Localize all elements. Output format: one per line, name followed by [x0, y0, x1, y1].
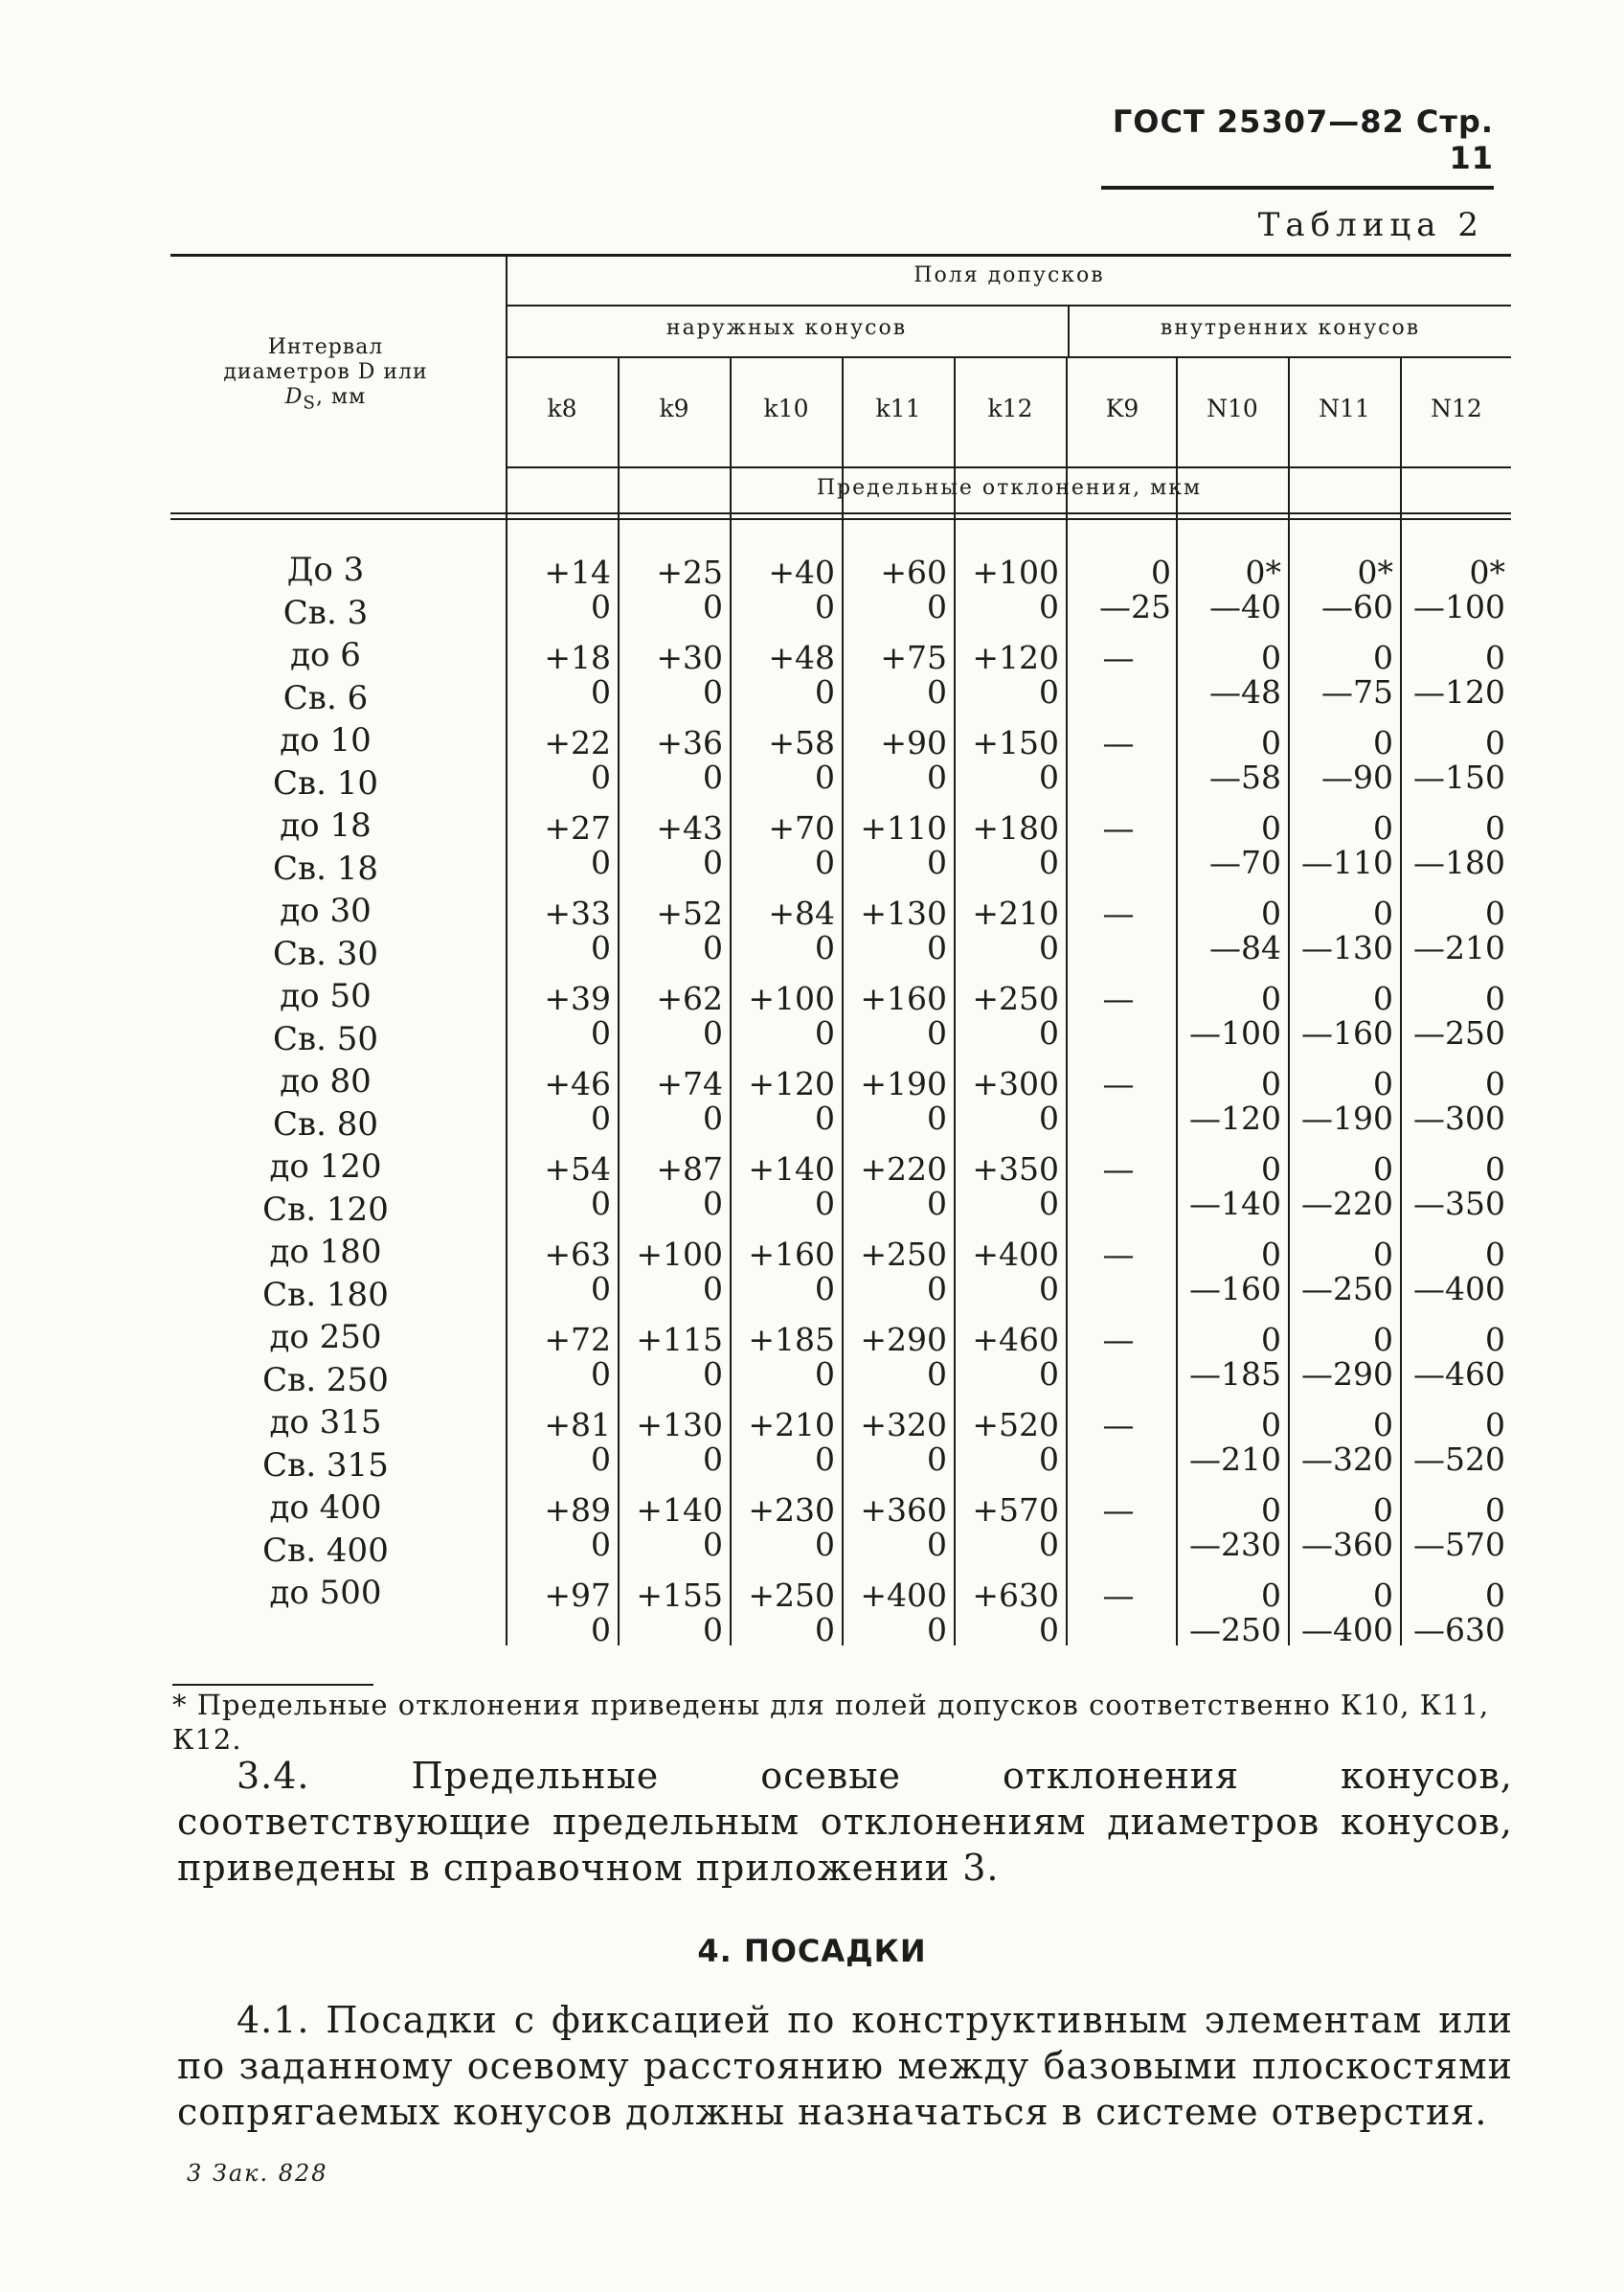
- table-cell: +290 0: [860, 1321, 947, 1393]
- table-cell: 0 —300: [1413, 1065, 1505, 1137]
- row-label: до 250: [269, 1318, 382, 1356]
- row-label: Св. 30: [272, 934, 379, 973]
- table-cell: +120 0: [972, 639, 1059, 711]
- table-cell: 0 —350: [1413, 1150, 1505, 1222]
- column-header: k11: [875, 395, 921, 422]
- row-label: Св. 120: [262, 1190, 389, 1229]
- table-cell: +100 0: [972, 554, 1059, 625]
- row-label: Св. 10: [272, 763, 379, 803]
- table-cell: —: [1102, 1236, 1135, 1273]
- row-label: Св. 315: [262, 1445, 389, 1485]
- table-cell: 0 —190: [1301, 1065, 1393, 1137]
- table-cell: 0 —120: [1189, 1065, 1281, 1137]
- table-cell: +130 0: [860, 895, 947, 966]
- table-cell: +185 0: [748, 1321, 835, 1393]
- row-label: Св. 50: [272, 1019, 379, 1058]
- row-label: до 50: [280, 977, 372, 1015]
- table-cell: —: [1102, 1150, 1135, 1188]
- table-cell: 0 —250: [1301, 1236, 1393, 1307]
- table-cell: 0 —250: [1189, 1577, 1281, 1648]
- table-cell: +46 0: [544, 1065, 611, 1137]
- table-cell: +250 0: [860, 1236, 947, 1307]
- row-label: до 400: [269, 1488, 382, 1527]
- table-cell: +54 0: [544, 1150, 611, 1222]
- header-inner-cones: внутренних конусов: [1160, 316, 1421, 340]
- row-label: Св. 400: [262, 1531, 389, 1570]
- column-header: N11: [1319, 395, 1370, 422]
- table-cell: +58 0: [768, 724, 835, 796]
- table-cell: +360 0: [860, 1491, 947, 1563]
- table-cell: 0 —630: [1413, 1577, 1505, 1648]
- header-bottom-rule-2: [170, 518, 1511, 520]
- table-cell: 0 —185: [1189, 1321, 1281, 1393]
- footnote: * Предельные отклонения приведены для полей допусков соответственно К10, К11, К12.: [172, 1689, 1490, 1756]
- table-cell: 0* —40: [1209, 554, 1281, 625]
- table-cell: +48 0: [768, 639, 835, 711]
- table-cell: +75 0: [880, 639, 947, 711]
- table-cell: +210 0: [972, 895, 1059, 966]
- table-cell: +120 0: [748, 1065, 835, 1137]
- row-label: до 10: [280, 721, 372, 760]
- table-cell: +300 0: [972, 1065, 1059, 1137]
- table-cell: +33 0: [544, 895, 611, 966]
- table-cell: +100 0: [748, 980, 835, 1052]
- column-header: K9: [1105, 395, 1139, 422]
- table-cell: +25 0: [656, 554, 723, 625]
- rule-under-groups: [508, 356, 1511, 358]
- table-cell: +570 0: [972, 1491, 1059, 1563]
- table-cell: +250 0: [748, 1577, 835, 1648]
- table-cell: +43 0: [656, 809, 723, 881]
- table-cell: +89 0: [544, 1491, 611, 1563]
- table-cell: +39 0: [544, 980, 611, 1052]
- table-cell: 0 —290: [1301, 1321, 1393, 1393]
- column-header: k10: [763, 395, 809, 422]
- table-cell: 0 —160: [1189, 1236, 1281, 1307]
- table-cell: +14 0: [544, 554, 611, 625]
- column-header: N10: [1207, 395, 1258, 422]
- header-fields: Поля допусков: [914, 263, 1105, 287]
- table-cell: —: [1102, 1491, 1135, 1529]
- table-cell: +140 0: [636, 1491, 723, 1563]
- table-cell: +210 0: [748, 1406, 835, 1478]
- row-label: До 3: [286, 551, 365, 589]
- table-cell: +630 0: [972, 1577, 1059, 1648]
- rule-under-columns: [508, 466, 1511, 468]
- row-label: Св. 80: [272, 1104, 379, 1144]
- table-cell: +160 0: [860, 980, 947, 1052]
- table-cell: 0* —60: [1321, 554, 1393, 625]
- header-deviations: Предельные отклонения, мкм: [816, 476, 1203, 500]
- table-cell: +52 0: [656, 895, 723, 966]
- table-cell: +190 0: [860, 1065, 947, 1137]
- table-cell: 0 —210: [1413, 895, 1505, 966]
- header-bottom-rule-1: [170, 512, 1511, 514]
- rule-under-fields: [508, 305, 1511, 306]
- table-cell: +87 0: [656, 1150, 723, 1222]
- row-label: Св. 250: [262, 1360, 389, 1399]
- table-cell: +97 0: [544, 1577, 611, 1648]
- row-label: Св. 180: [262, 1275, 389, 1314]
- table-cell: 0 —230: [1189, 1491, 1281, 1563]
- table-cell: +180 0: [972, 809, 1059, 881]
- table-top-rule: [170, 254, 1511, 257]
- table-cell: 0* —100: [1413, 554, 1505, 625]
- table-cell: +160 0: [748, 1236, 835, 1307]
- row-label: Св. 3: [282, 593, 369, 632]
- table-cell: +40 0: [768, 554, 835, 625]
- table-cell: +62 0: [656, 980, 723, 1052]
- table-cell: 0 —150: [1413, 724, 1505, 796]
- table-cell: +320 0: [860, 1406, 947, 1478]
- table-cell: +18 0: [544, 639, 611, 711]
- table-cell: +520 0: [972, 1406, 1059, 1478]
- table-cell: +100 0: [636, 1236, 723, 1307]
- column-header: N12: [1431, 395, 1482, 422]
- table-cell: +150 0: [972, 724, 1059, 796]
- table-cell: +22 0: [544, 724, 611, 796]
- table-cell: 0 —400: [1413, 1236, 1505, 1307]
- table-cell: 0 —25: [1099, 554, 1171, 625]
- column-header: k9: [659, 395, 689, 422]
- table-cell: 0 —48: [1209, 639, 1281, 711]
- table-cell: 0 —110: [1301, 809, 1393, 881]
- page-header: ГОСТ 25307—82 Стр. 11: [1101, 103, 1494, 190]
- row-label: до 180: [269, 1233, 382, 1271]
- table-cell: +74 0: [656, 1065, 723, 1137]
- table-cell: 0 —100: [1189, 980, 1281, 1052]
- print-mark: 3 Зак. 828: [187, 2160, 328, 2187]
- table-cell: 0 —140: [1189, 1150, 1281, 1222]
- table-cell: +220 0: [860, 1150, 947, 1222]
- column-header: k12: [987, 395, 1033, 422]
- table-cell: +60 0: [880, 554, 947, 625]
- table-cell: 0 —220: [1301, 1150, 1393, 1222]
- table-cell: 0 —84: [1209, 895, 1281, 966]
- table-cell: +230 0: [748, 1491, 835, 1563]
- table-cell: +140 0: [748, 1150, 835, 1222]
- table-cell: —: [1102, 980, 1135, 1017]
- table-cell: 0 —130: [1301, 895, 1393, 966]
- table-cell: 0 —320: [1301, 1406, 1393, 1478]
- table-cell: —: [1102, 1577, 1135, 1614]
- table-cell: +72 0: [544, 1321, 611, 1393]
- table-cell: +84 0: [768, 895, 835, 966]
- footnote-divider: [172, 1684, 373, 1686]
- row-label: до 120: [269, 1147, 382, 1186]
- table-cell: 0 —400: [1301, 1577, 1393, 1648]
- row-label: до 500: [269, 1574, 382, 1612]
- section-title: 4. ПОСАДКИ: [697, 1933, 927, 1969]
- table-caption: Таблица 2: [1257, 206, 1484, 244]
- row-label: Св. 6: [282, 678, 369, 717]
- table-cell: 0 —570: [1413, 1491, 1505, 1563]
- paragraph-4-1: 4.1. Посадки с фиксацией по конструктивным элементам или по заданному осевому расстоянию между базовыми плоскостями сопрягаемых конусов должны назначаться в системе отверстия.: [177, 1999, 1513, 2133]
- table-cell: 0 —120: [1413, 639, 1505, 711]
- table-cell: +63 0: [544, 1236, 611, 1307]
- table-cell: +30 0: [656, 639, 723, 711]
- table-cell: —: [1102, 809, 1135, 847]
- table-cell: +400 0: [860, 1577, 947, 1648]
- table-cell: +130 0: [636, 1406, 723, 1478]
- table-cell: 0 —75: [1321, 639, 1393, 711]
- stub-header: Интервал диаметров D или $D_S$, мм: [223, 335, 428, 414]
- table-cell: —: [1102, 1406, 1135, 1443]
- table-cell: 0 —250: [1413, 980, 1505, 1052]
- table-cell: 0 —520: [1413, 1406, 1505, 1478]
- row-label: до 315: [269, 1403, 382, 1441]
- row-label: до 6: [290, 636, 361, 674]
- table-cell: +70 0: [768, 809, 835, 881]
- table-cell: +155 0: [636, 1577, 723, 1648]
- table-cell: +27 0: [544, 809, 611, 881]
- table-cell: +110 0: [860, 809, 947, 881]
- table-cell: +81 0: [544, 1406, 611, 1478]
- table-cell: —: [1102, 1065, 1135, 1102]
- row-label: до 18: [280, 806, 372, 845]
- table-cell: 0 —58: [1209, 724, 1281, 796]
- row-label: Св. 18: [272, 849, 379, 888]
- table-cell: 0 —70: [1209, 809, 1281, 881]
- table-cell: —: [1102, 1321, 1135, 1358]
- table-cell: +350 0: [972, 1150, 1059, 1222]
- table-cell: +90 0: [880, 724, 947, 796]
- row-label: до 30: [280, 892, 372, 930]
- table-cell: 0 —180: [1413, 809, 1505, 881]
- table-cell: 0 —90: [1321, 724, 1393, 796]
- table-cell: 0 —160: [1301, 980, 1393, 1052]
- table-cell: +400 0: [972, 1236, 1059, 1307]
- header-outer-cones: наружных конусов: [665, 316, 908, 340]
- table-cell: +250 0: [972, 980, 1059, 1052]
- paragraph-3-4: 3.4. Предельные осевые отклонения конусов, соответствующие предельным отклонениям диаметров конусов, приведены в справочном приложении 3.: [177, 1755, 1513, 1889]
- table-cell: —: [1102, 724, 1135, 761]
- table-cell: 0 —460: [1413, 1321, 1505, 1393]
- table-cell: —: [1102, 639, 1135, 676]
- table-cell: +115 0: [636, 1321, 723, 1393]
- table-cell: 0 —210: [1189, 1406, 1281, 1478]
- column-header: k8: [547, 395, 577, 422]
- table-cell: 0 —360: [1301, 1491, 1393, 1563]
- table-cell: +36 0: [656, 724, 723, 796]
- table-cell: +460 0: [972, 1321, 1059, 1393]
- row-label: до 80: [280, 1062, 372, 1101]
- table-cell: —: [1102, 895, 1135, 932]
